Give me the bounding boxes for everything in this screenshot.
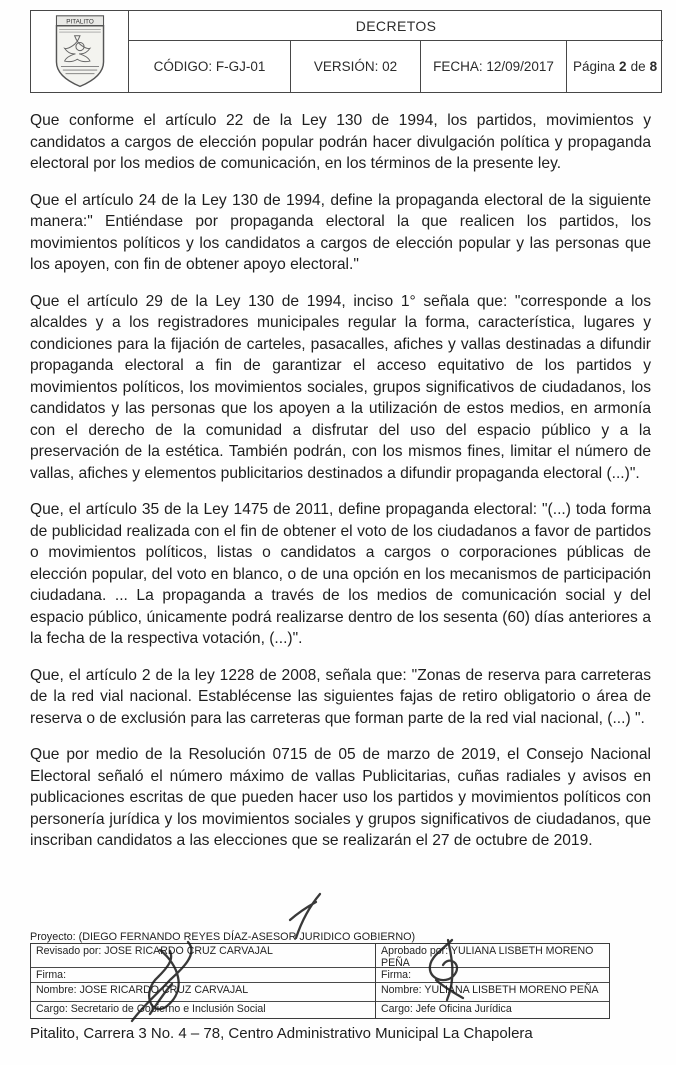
aprobado-por-cell: Aprobado por: YULIANA LISBETH MORENO PEÑA — [376, 944, 609, 968]
page-total: 8 — [649, 59, 658, 74]
page-label: Página — [573, 59, 616, 74]
header-table — [30, 10, 662, 93]
cargo-left-cell: Cargo: Secretario de Gobierno e Inclusión Social — [36, 1003, 266, 1015]
footer-address: Pitalito, Carrera 3 No. 4 – 78, Centro Administrativo Municipal La Chapolera — [30, 1025, 533, 1042]
paragraph-articulo-22: Que conforme el artículo 22 de la Ley 130 de 1994, los partidos, movimientos y candidatos a cargos de elección popular podrán hacer divulgación política y propaganda electoral por los medios de comunicación, en los términos de la presente ley. — [30, 112, 651, 172]
firma-right-cell: Firma: — [376, 968, 609, 983]
document-body — [30, 110, 651, 946]
approval-column-aprobado — [376, 944, 609, 1018]
page-separator: de — [630, 59, 646, 74]
revisado-por-cell: Revisado por: JOSE RICARDO CRUZ CARVAJAL — [31, 944, 375, 968]
firma-left-cell: Firma: — [31, 968, 375, 983]
logo-banner-text: PITALITO — [65, 18, 94, 25]
codigo-cell: CÓDIGO: F-GJ-01 — [129, 41, 291, 92]
paragraph-articulo-2-ley-1228: Que, el artículo 2 de la ley 1228 de 2008, señala que: "Zonas de reserva para carreteras de la red vial nacional. Establécense las siguientes fajas de retiro obligatorio o área de reserva o de exclusión para las carreteras que forman parte de la red vial nacional, (...) ". — [30, 666, 651, 727]
document-title: DECRETOS — [129, 11, 663, 41]
version-cell: VERSIÓN: 02 — [291, 41, 421, 92]
nombre-left-cell: Nombre: JOSE RICARDO CRUZ CARVAJAL — [31, 983, 375, 1002]
approval-table — [30, 943, 610, 1019]
paragraph-articulo-24: Que el artículo 24 de la Ley 130 de 1994, define la propaganda electoral de la siguiente manera:" Entiéndase por propaganda electoral la que realicen los partidos, los movimientos políticos y los candidatos a cargos de elección popular y las personas que los apoyen, con fin de obtener apoyo electoral." — [30, 191, 651, 273]
cargo-right-cell: Cargo: Jefe Oficina Jurídica — [381, 1003, 512, 1015]
fecha-cell: FECHA: 12/09/2017 — [421, 41, 567, 92]
page-number-cell — [567, 41, 663, 92]
proyecto-line: Proyecto: (DIEGO FERNANDO REYES DÍAZ-ASESOR JURIDICO GOBIERNO) — [30, 931, 416, 943]
pitalito-coat-of-arms-icon — [47, 14, 113, 90]
logo-cell — [31, 11, 129, 92]
approval-column-revisado — [31, 944, 376, 1018]
paragraph-articulo-35: Que, el artículo 35 de la Ley 1475 de 2011, define propaganda electoral: "(...) toda forma de publicidad realizada con el fin de obtener el voto de los ciudadanos a favor de partidos o movimientos políticos, listas o candidatos a cargos o corporaciones públicas de elección popular, del voto en blanco, o de una opción en los mecanismos de participación ciudadana. ... La propaganda a través de los medios de comunicación social y del espacio público, únicamente podrá realizarse dentro de los sesenta (60) días anteriores a la fecha de la respectiva votación, (...)". — [30, 501, 651, 647]
nombre-right-cell: Nombre: YULIANA LISBETH MORENO PEÑA — [376, 983, 609, 1002]
paragraph-resolucion-0715: Que por medio de la Resolución 0715 de 05 de marzo de 2019, el Consejo Nacional Electoral señaló el número máximo de vallas Publicitarias, cuñas radiales y avisos en publicaciones escritas de que pueden hacer uso los partidos y movimientos políticos con personería jurídica y los movimientos sociales y grupos significativos de ciudadanos, que inscriban candidatos a las elecciones que se realizarán el 27 de octubre de 2019. — [30, 746, 651, 849]
page-current: 2 — [619, 59, 627, 74]
paragraph-articulo-29: Que el artículo 29 de la Ley 130 de 1994, inciso 1° señala que: "corresponde a los alcaldes y a los registradores municipales regular la forma, característica, lugares y condiciones para la fijación de carteles, pasacalles, afiches y vallas destinadas a difundir propaganda electoral a fin de garantizar el acceso equitativo de los partidos y movimientos políticos, los movimientos sociales, grupos significativos de ciudadanos, los candidatos y las personas que los apoyen a la utilización de estos medios, en armonía con el derecho de la comunidad a disfrutar del uso del espacio público y a la preservación de la estética. También podrán, con los mismos fines, limitar el número de vallas, afiches y elementos publicitarios destinados a difundir propaganda electoral (...)". — [30, 292, 651, 482]
